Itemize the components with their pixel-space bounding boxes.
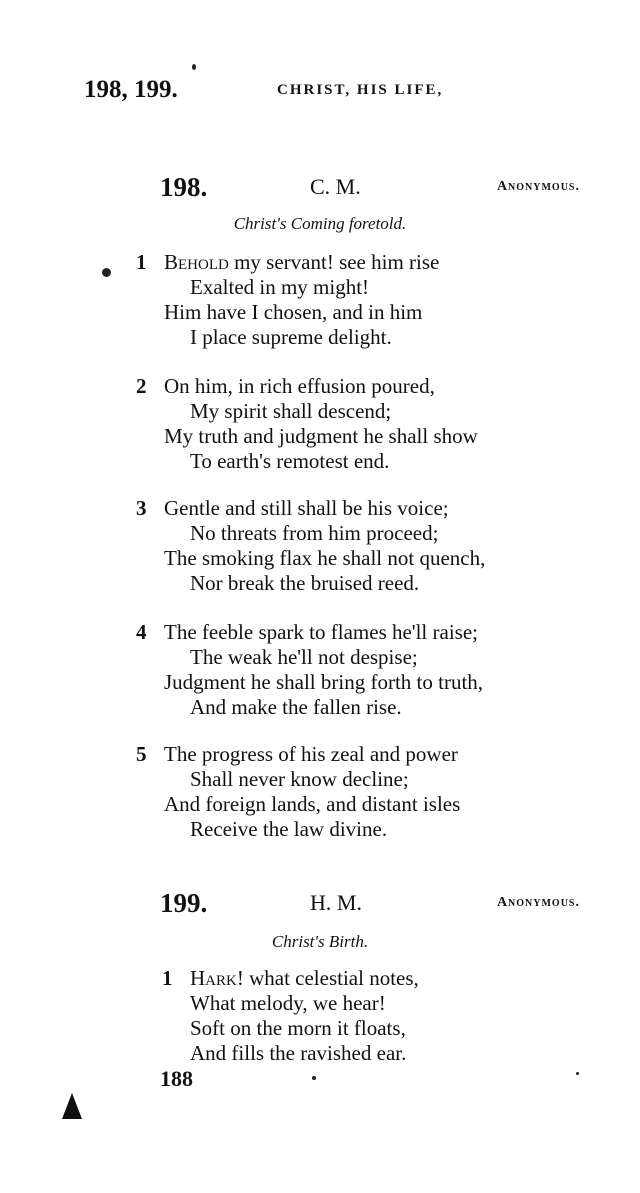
- stanza-line: Soft on the morn it floats,: [190, 1016, 406, 1040]
- stanza-line: 3 Gentle and still shall be his voice;: [136, 496, 449, 520]
- hymn-199-title: Christ's Birth.: [271, 932, 369, 951]
- hymn-number: 199.: [160, 888, 208, 918]
- print-speck: [102, 268, 111, 277]
- stanza-line: What melody, we hear!: [190, 991, 386, 1015]
- stanza-line: No threats from him proceed;: [190, 521, 439, 545]
- stanza-line: Nor break the bruised reed.: [190, 571, 420, 595]
- stanza-line: The smoking flax he shall not quench,: [164, 546, 486, 570]
- stanza-line: Exalted in my might!: [190, 275, 370, 299]
- first-word: Behold: [164, 250, 229, 274]
- signature-mark: 188: [160, 1066, 193, 1091]
- stanza-number: 1: [162, 966, 173, 990]
- stanza-line: My truth and judgment he shall show: [164, 424, 478, 448]
- print-speck: [312, 1076, 316, 1080]
- stanza-line: 5 The progress of his zeal and power: [136, 742, 458, 766]
- print-speck: [576, 1072, 579, 1075]
- hymn-198-stanza-4: [136, 620, 596, 720]
- hymn-198-title: Christ's Coming foretold.: [233, 214, 407, 233]
- stanza-line: I place supreme delight.: [190, 325, 392, 349]
- stanza-line: The weak he'll not despise;: [190, 645, 418, 669]
- stanza-line: Receive the law divine.: [190, 817, 388, 841]
- stanza-line: 2 On him, in rich effusion poured,: [136, 374, 435, 398]
- running-header: [84, 76, 600, 106]
- stanza-line: And foreign lands, and distant isles: [164, 792, 461, 816]
- hymn-198-stanza-1: [136, 250, 596, 350]
- stanza-line: My spirit shall descend;: [190, 399, 392, 423]
- page-numbers: 198, 199.: [84, 76, 178, 103]
- stanza-line: 1 Hark! what celestial notes,: [162, 966, 419, 990]
- hymn-number: 198.: [160, 172, 208, 202]
- hymn-author: Anonymous.: [496, 179, 580, 194]
- stanza-line: And fills the ravished ear.: [190, 1041, 407, 1065]
- stanza-line: And make the fallen rise.: [190, 695, 402, 719]
- stanza-number: 5: [136, 742, 147, 766]
- stanza-line: Shall never know decline;: [190, 767, 409, 791]
- hymn-199-stanza-1: [162, 966, 622, 1066]
- first-word: Hark: [190, 966, 237, 990]
- print-speck: [192, 64, 196, 70]
- stanza-number: 1: [136, 250, 147, 274]
- running-title: CHRIST, HIS LIFE,: [277, 82, 444, 98]
- hymn-198-stanza-3: [136, 496, 596, 596]
- hymn-199-heading: [160, 888, 580, 922]
- stanza-number: 3: [136, 496, 147, 520]
- hymn-198-heading: [160, 172, 580, 206]
- stanza-line: 4 The feeble spark to flames he'll raise;: [136, 620, 478, 644]
- hymn-198-stanza-2: [136, 374, 596, 474]
- hymn-meter: C. M.: [310, 174, 361, 199]
- stanza-line: Judgment he shall bring forth to truth,: [164, 670, 484, 694]
- stanza-number: 4: [136, 620, 147, 644]
- stanza-line: To earth's remotest end.: [190, 449, 390, 473]
- stanza-line: 1 Behold my servant! see him rise: [136, 250, 440, 274]
- stanza-number: 2: [136, 374, 147, 398]
- hymn-meter: H. M.: [310, 890, 362, 915]
- corner-mark-icon: [62, 1093, 82, 1119]
- stanza-line: Him have I chosen, and in him: [164, 300, 423, 324]
- hymn-198-stanza-5: [136, 742, 596, 842]
- hymn-author: Anonymous.: [496, 895, 580, 910]
